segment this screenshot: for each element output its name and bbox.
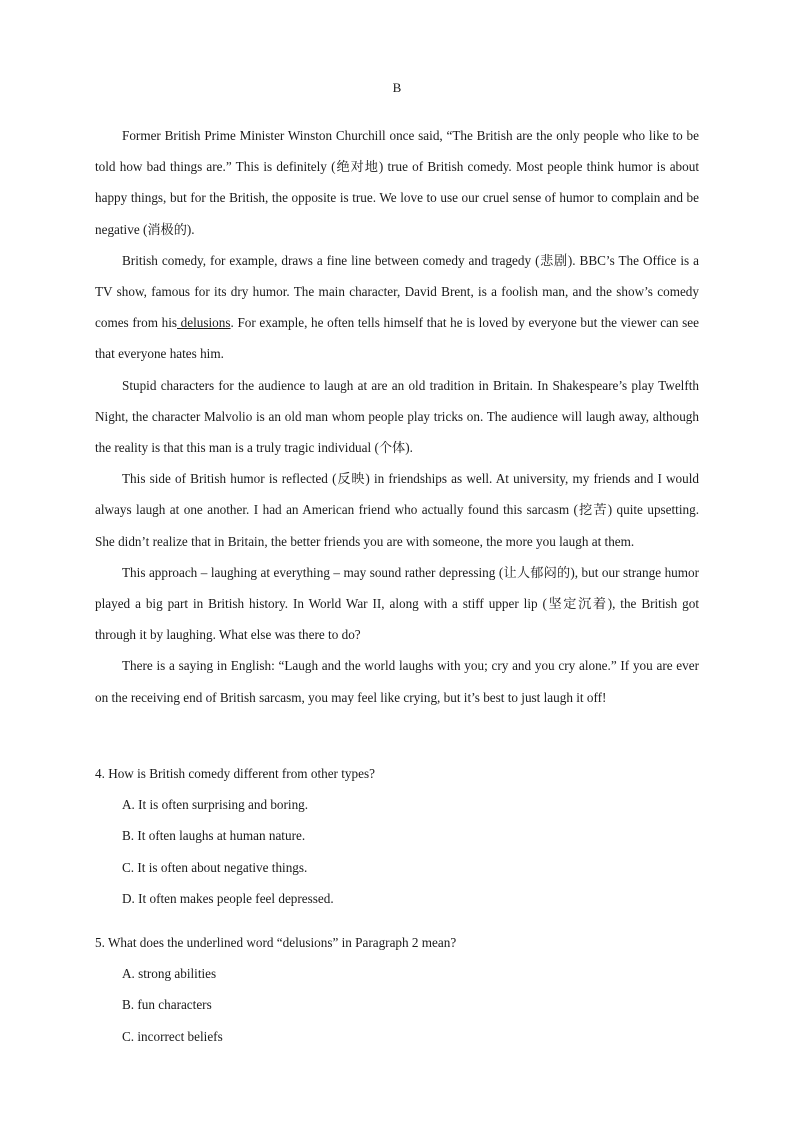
- question-4: [95, 758, 699, 914]
- paragraph-2-text-before: British comedy, for example, draws a fine line between comedy and tragedy (悲剧). BBC’s The Office is a TV show, famous for its dry humor. The main character, David Brent, is a foolish man, and the show’s comedy comes from his: [95, 252, 699, 331]
- section-label: B: [392, 80, 402, 95]
- option-d: D. It often makes people feel depressed.: [122, 890, 334, 906]
- option-b: B. It often laughs at human nature.: [122, 828, 306, 844]
- option-a: A. It is often surprising and boring.: [122, 797, 309, 813]
- paragraph-1: Former British Prime Minister Winston Churchill once said, “The British are the only people who like to be told how bad things are.” This is definitely (绝对地) true of British comedy. Most people think humor is about happy things, but for the British, the opposite is true. We love to use our cruel sense of humor to complain and be negative (消极的).: [95, 128, 699, 237]
- option-list: [95, 789, 699, 914]
- paragraph-3: Stupid characters for the audience to laugh at are an old tradition in Britain. In Shakespeare’s play Twelfth Night, the character Malvolio is an old man whom people play tricks on. The audience will laugh away, although the reality is that this man is a truly tragic individual (个体).: [95, 377, 699, 456]
- reading-passage: [95, 120, 699, 713]
- question-5: [95, 927, 699, 1052]
- paragraph-2: [95, 245, 699, 370]
- paragraph-4: This side of British humor is reflected (反映) in friendships as well. At university, my friends and I would always laugh at one another. I had an American friend who actually found this sarcasm (挖苦) quite upsetting. She didn’t realize that in Britain, the better friends you are with someone, the more you laugh at them.: [95, 471, 699, 549]
- option-list: [95, 958, 699, 1052]
- paragraph-6: There is a saying in English: “Laugh and the world laughs with you; cry and you cry alone.” If you are ever on the receiving end of British sarcasm, you may feel like crying, but it’s best to just laugh it off!: [95, 658, 699, 705]
- option-c: C. It is often about negative things.: [122, 859, 308, 875]
- paragraph-5: This approach – laughing at everything – may sound rather depressing (让人郁闷的), but our strange humor played a big part in British history. In World War II, along with a stiff upper lip (坚定沉着), the British got through it by laughing. What else was there to do?: [95, 564, 699, 643]
- question-spacer: [95, 914, 699, 927]
- question-stem: 4. How is British comedy different from other types?: [95, 766, 375, 781]
- option-b: B. fun characters: [122, 997, 212, 1013]
- option-c: C. incorrect beliefs: [122, 1028, 223, 1044]
- underlined-word-delusions: delusions: [177, 315, 231, 331]
- option-a: A. strong abilities: [122, 966, 217, 982]
- paragraph-2-text-after: . For example, he often tells himself that he is loved by everyone but the viewer can see that everyone hates him.: [95, 315, 700, 362]
- question-stem: 5. What does the underlined word “delusions” in Paragraph 2 mean?: [95, 935, 457, 951]
- question-list: [95, 758, 699, 1052]
